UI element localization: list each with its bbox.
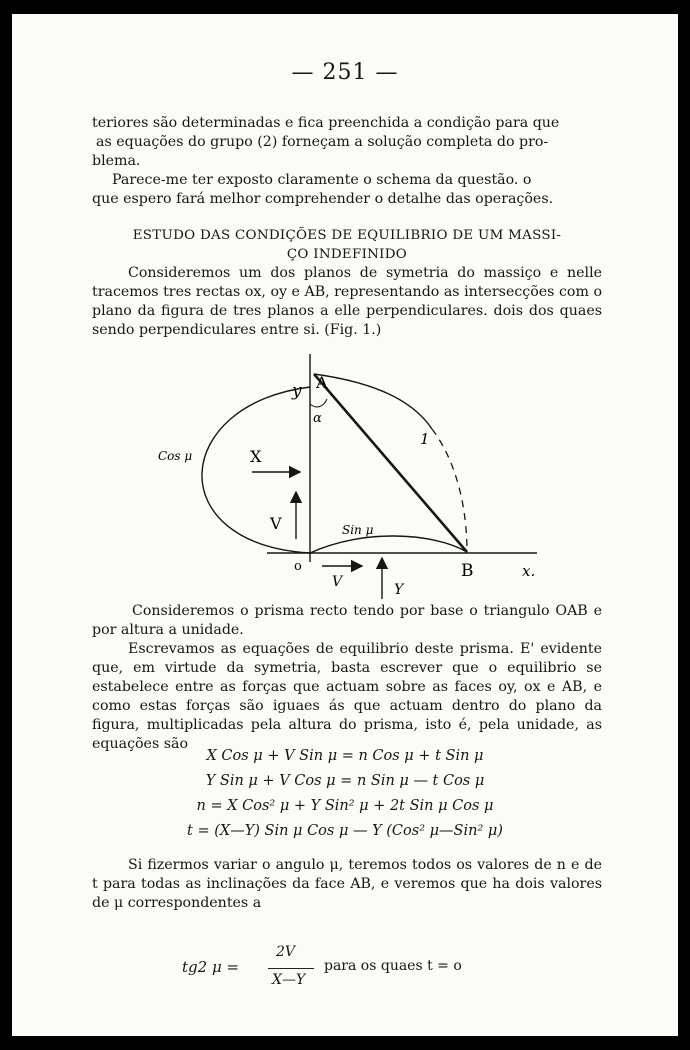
- label-x-force: X: [250, 447, 262, 466]
- heading-line: ESTUDO DAS CONDIÇÕES DE EQUILIBRIO DE UM MASSI-: [132, 228, 562, 243]
- label-v-left: V: [270, 514, 282, 533]
- figure-1: [12, 344, 678, 614]
- section-heading: [92, 226, 602, 264]
- label-x-axis: x.: [522, 562, 536, 580]
- paragraph-2: Consideremos o prisma recto tendo por base o triangulo OAB e por altura a unidade.: [92, 603, 602, 638]
- page-number: — 251 —: [291, 60, 399, 85]
- intro-line: as equações do grupo (2) forneçam a solução completa do pro-: [96, 134, 549, 150]
- equation-3: n = X Cos² μ + Y Sin² μ + 2t Sin μ Cos μ: [196, 798, 494, 814]
- intro-line: teriores são determinadas e fica preenchida a condição para que: [92, 115, 560, 131]
- paragraph-3: Escrevamos as equações de equilibrio deste prisma. E' evidente que, em virtude da symetria, basta escrever que o equilibrio se estabelece entre as forças que actuam sobre as faces oy, ox e AB, e como estas forças são iguaes ás que actuam dentro do plano da figura, multiplicadas pela altura do prisma, isto é, pela unidade, as equações são: [92, 641, 602, 752]
- formula-lhs: tg2 μ =: [182, 958, 240, 976]
- intro-paragraph: [92, 114, 602, 209]
- final-formula: [182, 944, 482, 994]
- equation-4: t = (X—Y) Sin μ Cos μ — Y (Cos² μ—Sin² μ): [187, 823, 503, 839]
- label-b: B: [461, 561, 474, 581]
- label-sin: Sin μ: [342, 523, 374, 537]
- paragraph-4: Si fizermos variar o angulo μ, teremos todos os valores de n e de t para todas as inclinações da face AB, e veremos que ha dois valores de μ correspondentes a: [92, 857, 602, 911]
- intro-line: Parece-me ter exposto claramente o schema da questão. o: [112, 172, 532, 188]
- equation-2: Y Sin μ + V Cos μ = n Sin μ — t Cos μ: [205, 773, 485, 789]
- cos-curve: [202, 387, 310, 553]
- label-o: o: [294, 559, 302, 574]
- formula-denominator: X—Y: [272, 972, 306, 988]
- sin-curve: [310, 536, 467, 553]
- intro-line: que espero fará melhor comprehender o detalhe das operações.: [92, 191, 554, 207]
- top-arc: [314, 374, 432, 429]
- formula-rhs: para os quaes t = o: [324, 958, 462, 974]
- line-ab: [314, 374, 467, 552]
- label-1: 1: [420, 430, 430, 448]
- fraction-bar: [268, 968, 314, 969]
- equation-1: X Cos μ + V Sin μ = n Cos μ + t Sin μ: [206, 748, 484, 764]
- intro-line: blema.: [92, 153, 141, 169]
- book-page: [12, 14, 678, 1036]
- label-alpha: α: [313, 411, 322, 426]
- label-y-force: Y: [394, 582, 404, 598]
- angle-arc: [310, 399, 327, 407]
- label-y: y: [292, 381, 302, 401]
- paragraph-1: Consideremos um dos planos de symetria do massiço e nelle tracemos tres rectas ox, oy e AB, representando as intersecções com o plano da figura de tres planos a elle perpendiculares. dois dos quaes sendo perpendiculares entre si. (Fig. 1.): [92, 265, 602, 338]
- formula-numerator: 2V: [276, 944, 296, 960]
- label-v-bottom: V: [332, 574, 343, 590]
- label-a: A: [316, 373, 328, 392]
- label-cos: Cos μ: [158, 449, 193, 463]
- heading-line: ÇO INDEFINIDO: [286, 247, 408, 262]
